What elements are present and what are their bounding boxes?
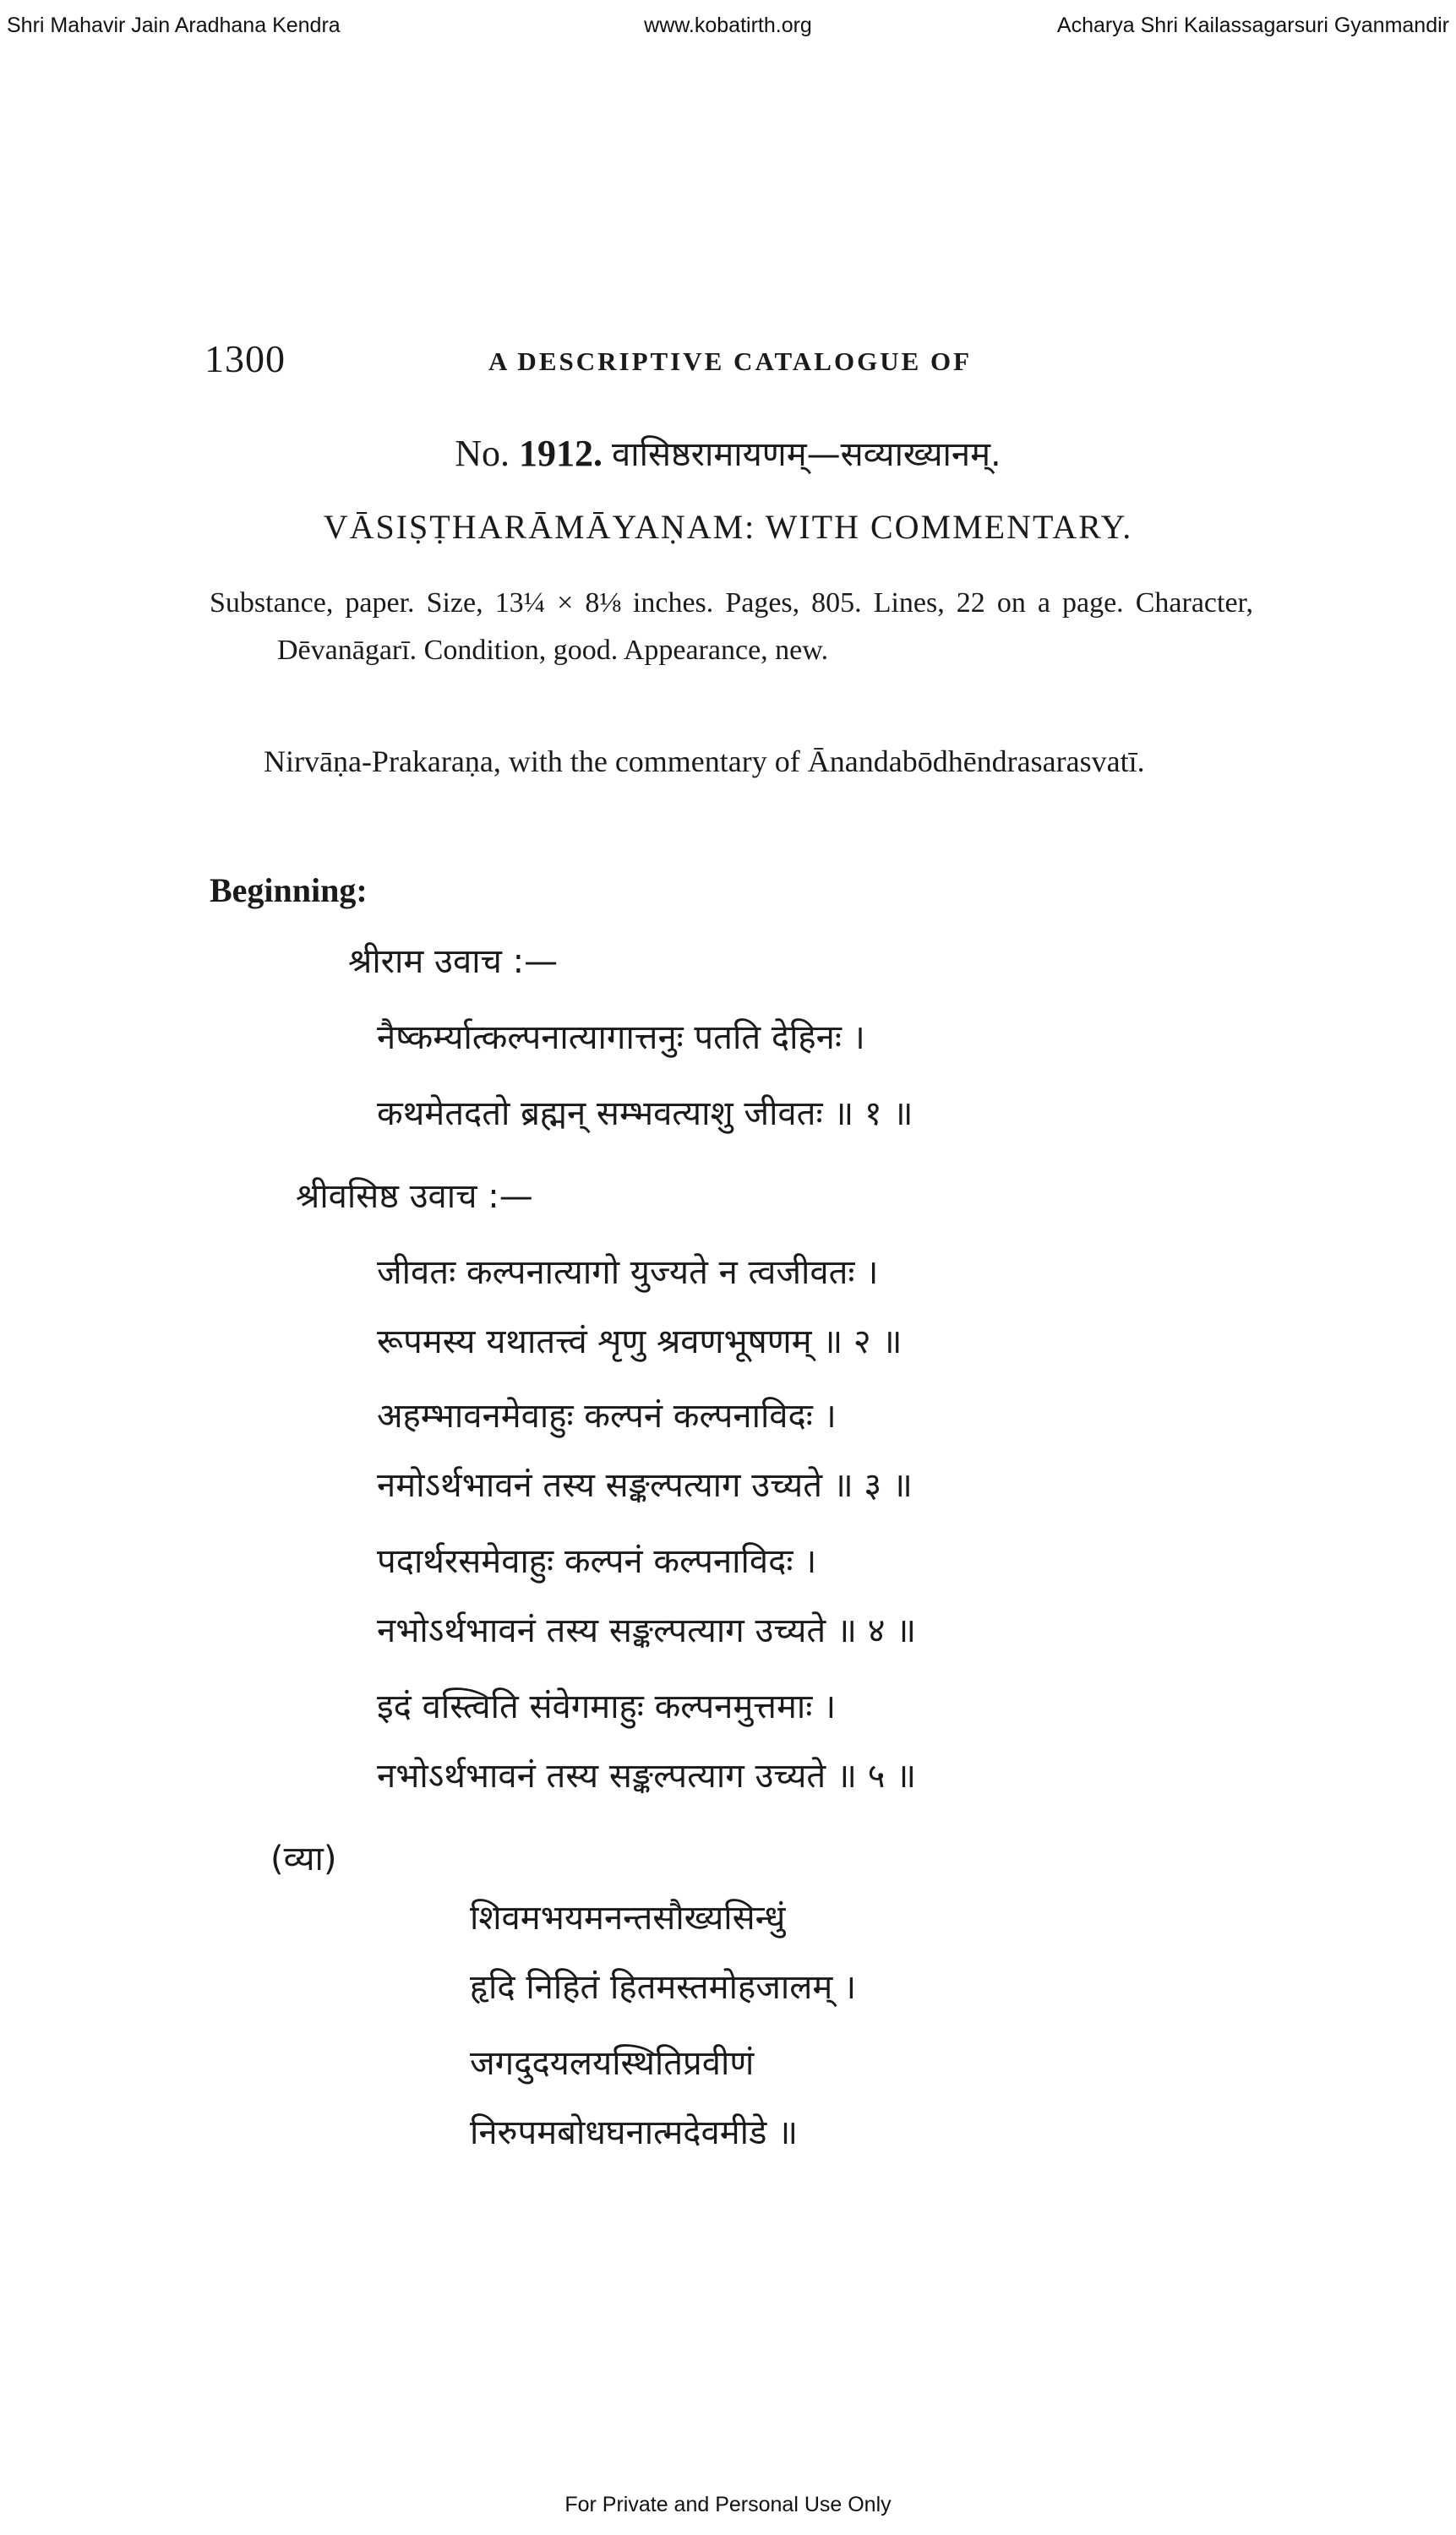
commentary-line: निरुपमबोधघनात्मदेवमीडे ॥: [470, 2113, 799, 2152]
verse-speaker-rama: श्रीराम उवाच :—: [348, 942, 559, 981]
entry-description: Substance, paper. Size, 13¼ × 8⅛ inches. Pages, 805. Lines, 22 on a page. Character, Dēvanāgarī. Condition, good. Appearance, new.: [210, 587, 1253, 666]
entry-no-label: No.: [455, 433, 510, 474]
watermark-footer: For Private and Personal Use Only: [564, 2493, 892, 2516]
verse-line: कथमेतदतो ब्रह्मन् सम्भवत्याशु जीवतः ॥ १ ॥: [377, 1094, 913, 1133]
entry-sanskrit-title: वासिष्ठरामायणम्—सव्याख्यानम्.: [612, 435, 1001, 474]
verse-line: रूपमस्य यथातत्त्वं शृणु श्रवणभूषणम् ॥ २ ॥: [377, 1322, 903, 1361]
verse-line: अहम्भावनमेवाहुः कल्पनं कल्पनाविदः ।: [377, 1397, 837, 1436]
verse-line: जीवतः कल्पनात्यागो युज्यते न त्वजीवतः ।: [377, 1253, 879, 1292]
page-number: 1300: [204, 337, 286, 380]
verse-line: पदार्थरसमेवाहुः कल्पनं कल्पनाविदः ।: [377, 1542, 817, 1581]
commentary-line: शिवमभयमनन्तसौख्यसिन्धुं: [470, 1899, 786, 1938]
entry-contents: Nirvāṇa-Prakaraṇa, with the commentary of Ānandabōdhēndrasarasvatī.: [264, 744, 1145, 778]
beginning-label: Beginning:: [210, 871, 368, 909]
verse-speaker-vasishtha: श्रीवसिष्ठ उवाच :—: [296, 1177, 533, 1216]
watermark-left: Shri Mahavir Jain Aradhana Kendra: [7, 14, 341, 37]
watermark-center: www.kobatirth.org: [644, 14, 812, 37]
verse-line: नैष्कर्म्यात्कल्पनात्यागात्तनुः पतति देहिनः ।: [377, 1018, 865, 1057]
verse-line: नमोऽर्थभावनं तस्य सङ्कल्पत्याग उच्यते ॥ ३ ॥: [377, 1466, 913, 1505]
running-title: A DESCRIPTIVE CATALOGUE OF: [488, 346, 973, 376]
entry-title: VĀSIṢṬHARĀMĀYAṆAM: WITH COMMENTARY.: [323, 508, 1133, 546]
entry-number: 1912.: [519, 433, 603, 474]
verse-line: नभोऽर्थभावनं तस्य सङ्कल्पत्याग उच्यते ॥ ४ ॥: [377, 1611, 917, 1650]
entry-heading: [0, 429, 1456, 476]
commentary-label: (व्या): [270, 1840, 337, 1878]
verse-line: इदं वस्त्विति संवेगमाहुः कल्पनमुत्तमाः ।: [377, 1687, 837, 1726]
commentary-line: हृदि निहितं हितमस्तमोहजालम् ।: [470, 1968, 857, 2007]
commentary-line: जगदुदयलयस्थितिप्रवीणं: [470, 2044, 755, 2083]
verse-line: नभोऽर्थभावनं तस्य सङ्कल्पत्याग उच्यते ॥ ५ ॥: [377, 1757, 917, 1796]
watermark-right: Acharya Shri Kailassagarsuri Gyanmandir: [1056, 14, 1449, 37]
